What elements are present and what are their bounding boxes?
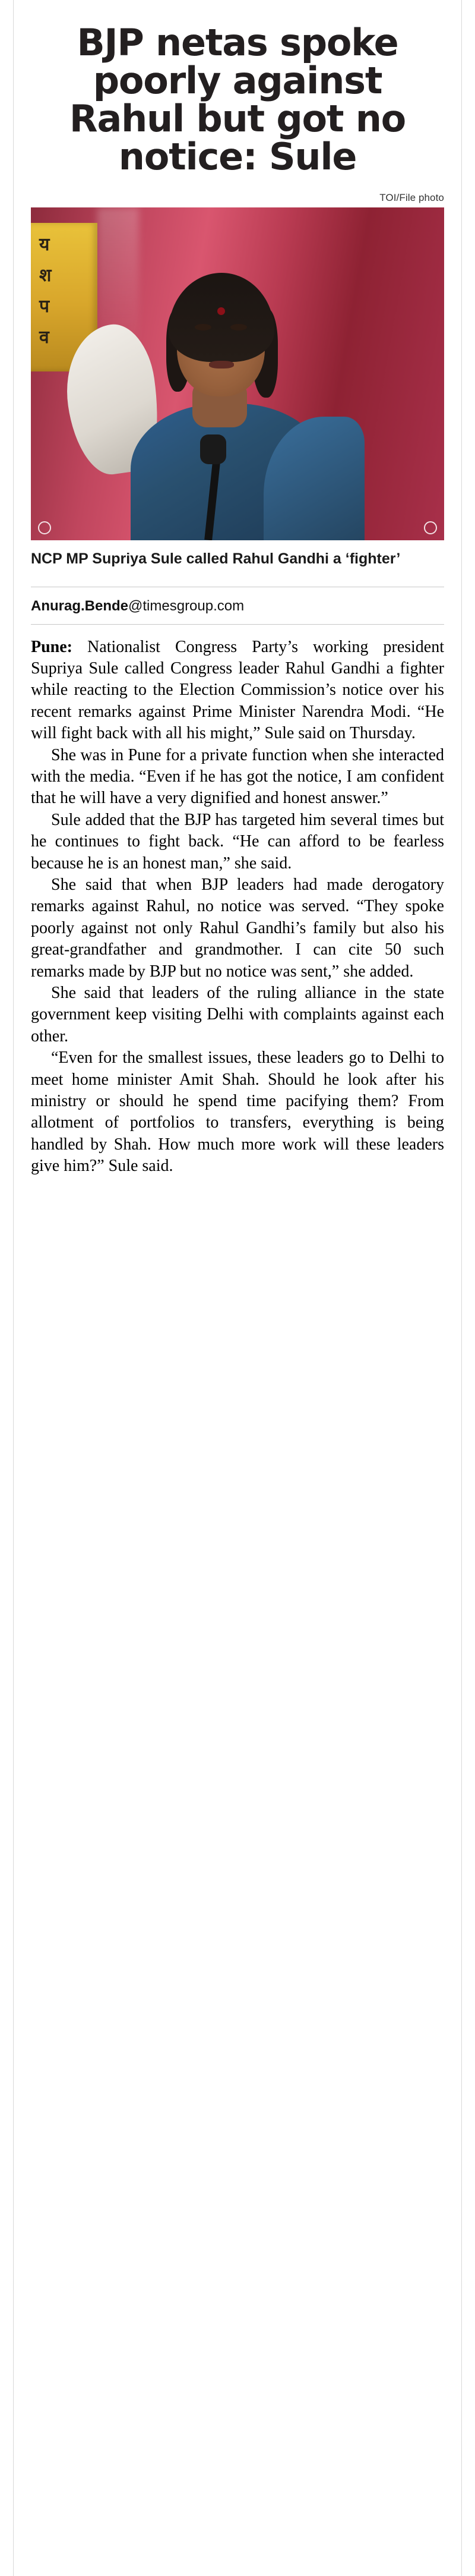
banner-char-2: श [39, 265, 52, 286]
article-photo [31, 207, 444, 540]
microphone-icon [200, 434, 226, 464]
byline [31, 598, 444, 615]
byline-author: Anurag.Bende [31, 597, 129, 614]
article-paragraph-4: She said that when BJP leaders had made derogatory remarks against Rahul, no notice was served. “They spoke poorly against not only Rahul Gandhi’s family but also his great-grandfather and grandmother. I can cite 50 such remarks made by BJP but no notice was sent,” she added. [31, 875, 444, 981]
banner-char-1: य [39, 234, 50, 256]
article-paragraph-5: She said that leaders of the ruling alliance in the state government keep visiting Delhi with complaints against each other. [31, 983, 444, 1045]
page-title: BJP netas spoke poorly against Rahul but got no notice: Sule [69, 21, 406, 178]
article-paragraph-6: “Even for the smallest issues, these leaders go to Delhi to meet home minister Amit Shah. Should he look after his ministry or should he spend time pacifying them? From allotment of portfolios to transfers, everything is being handled by Shah. How much more work will these leaders give him?” Sule said. [31, 1048, 444, 1176]
article-paragraph-3: Sule added that the BJP has targeted him several times but he continues to fight back. “He can afford to be fearless because he is an honest man,” she said. [31, 810, 444, 873]
article-paragraph-1 [31, 637, 444, 745]
article-paragraph-1-text: Nationalist Congress Party’s working president Supriya Sule called Congress leader Rahul Gandhi a fighter while reacting to the Election Commission’s notice over his recent remarks against Prime Minister Narendra Modi. “He will fight back with all his might,” Sule said on Thursday. [31, 637, 445, 743]
banner-char-4: व [39, 327, 49, 348]
byline-divider-bottom [31, 624, 444, 625]
dateline: Pune: [31, 637, 72, 656]
byline-email-domain: @timesgroup.com [128, 597, 245, 614]
article-paragraph-2: She was in Pune for a private function when she interacted with the media. “Even if he has got the notice, I am confident that he will have a very dignified and honest answer.” [31, 745, 444, 808]
left-column-rule [13, 0, 14, 2576]
right-column-rule [461, 0, 462, 2576]
photo-caption: NCP MP Supriya Sule called Rahul Gandhi a ‘fighter’ [31, 550, 401, 568]
banner-char-3: प [39, 296, 50, 317]
photo-person-mouth [209, 361, 234, 369]
photo-credit: TOI/File photo [379, 192, 444, 204]
article-body [31, 637, 444, 1177]
